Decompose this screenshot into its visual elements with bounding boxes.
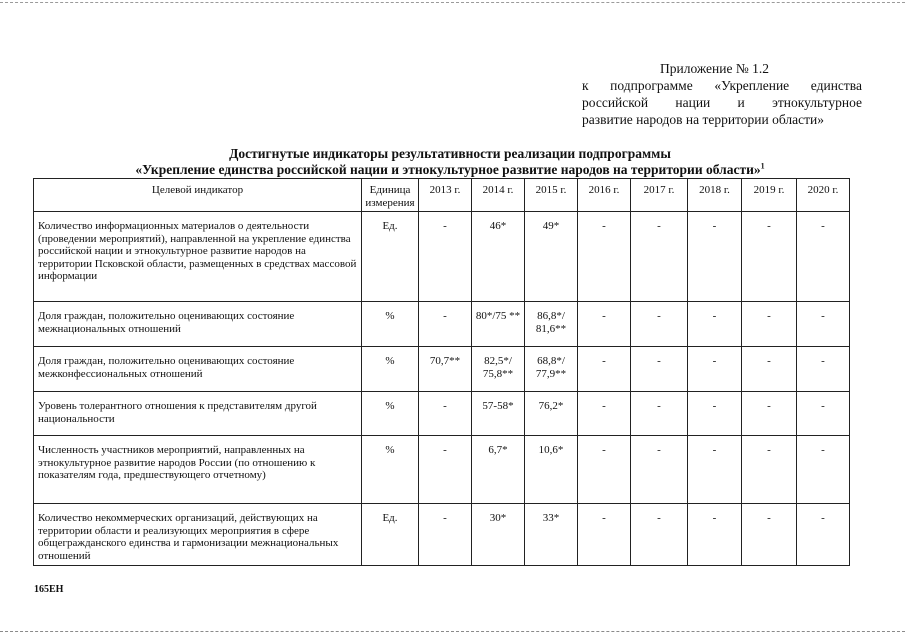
indicator-name: Численность участников мероприятий, направленных на этнокультурное развитие народов России (по отношению к показателям года, предшествующего отчетному) [34,436,362,504]
value-cell: - [631,302,688,347]
column-header: 2019 г. [742,179,797,212]
value-cell: - [742,392,797,436]
value-cell: - [578,504,631,566]
value-cell: - [742,436,797,504]
indicator-name: Уровень толерантного отношения к представителям другой национальности [34,392,362,436]
table-row [34,212,850,302]
unit-cell: % [362,347,419,392]
column-header: Целевой индикатор [34,179,362,212]
value-cell: - [578,212,631,302]
value-cell: 76,2* [525,392,578,436]
value-cell: - [688,436,742,504]
value-cell: 6,7* [472,436,525,504]
appendix-line: развитие народов на территории области» [582,112,824,127]
value-cell: - [419,504,472,566]
value-cell: - [631,392,688,436]
appendix-line: к подпрограмме «Укрепление единства [582,78,862,93]
value-cell: - [578,347,631,392]
value-cell: - [797,212,850,302]
column-header: 2015 г. [525,179,578,212]
unit-cell: % [362,436,419,504]
value-cell: - [419,436,472,504]
value-cell: - [419,392,472,436]
value-cell: - [797,302,850,347]
indicator-name: Количество некоммерческих организаций, действующих на территории области и реализующих мероприятия в сфере общегражданского единства и гармонизации межнациональных отношений [34,504,362,566]
value-cell: 80*/75 ** [472,302,525,347]
value-cell: - [742,302,797,347]
value-cell: 46* [472,212,525,302]
value-cell: 82,5*/ 75,8** [472,347,525,392]
indicator-name: Доля граждан, положительно оценивающих состояние межконфессиональных отношений [34,347,362,392]
indicators-table [33,178,850,566]
column-header: 2017 г. [631,179,688,212]
value-cell: - [688,212,742,302]
table-row [34,347,850,392]
value-cell: - [578,436,631,504]
value-cell: 30* [472,504,525,566]
value-cell: - [797,504,850,566]
footnote-mark: 1 [760,161,765,171]
value-cell: - [631,504,688,566]
table-row [34,302,850,347]
title-line-2 [40,162,860,178]
value-cell: - [742,347,797,392]
value-cell: - [797,347,850,392]
table-row [34,436,850,504]
value-cell: 49* [525,212,578,302]
appendix-number: Приложение № 1.2 [660,61,769,76]
value-cell: - [631,212,688,302]
unit-cell: Ед. [362,212,419,302]
value-cell: - [578,302,631,347]
value-cell: - [797,392,850,436]
table-row [34,504,850,566]
column-header: 2016 г. [578,179,631,212]
title-line-1: Достигнутые индикаторы результативности реализации подпрограммы [229,146,671,161]
table-header-row [34,179,850,212]
table-row [34,392,850,436]
value-cell: - [688,392,742,436]
value-cell: - [742,504,797,566]
scan-edge-top [0,2,905,3]
value-cell: - [419,212,472,302]
value-cell: - [688,347,742,392]
column-header: 2018 г. [688,179,742,212]
value-cell: - [419,302,472,347]
value-cell: - [631,436,688,504]
footer-code: 165ЕН [34,584,64,595]
value-cell: 86,8*/ 81,6** [525,302,578,347]
value-cell: - [742,212,797,302]
scan-edge-bottom [0,631,905,632]
indicator-name: Доля граждан, положительно оценивающих состояние межнациональных отношений [34,302,362,347]
title-line-2-text: «Укрепление единства российской нации и этнокультурное развитие народов на территории области» [135,162,761,177]
value-cell: - [797,436,850,504]
column-header: 2014 г. [472,179,525,212]
value-cell: 70,7** [419,347,472,392]
value-cell: - [688,504,742,566]
value-cell: 68,8*/ 77,9** [525,347,578,392]
value-cell: 57-58* [472,392,525,436]
appendix-line: российской нации и этнокультурное [582,95,862,110]
value-cell: - [578,392,631,436]
unit-cell: % [362,392,419,436]
column-header: Единица измерения [362,179,419,212]
appendix-block [582,60,862,128]
column-header: 2020 г. [797,179,850,212]
document-title [40,146,860,178]
column-header: 2013 г. [419,179,472,212]
value-cell: - [631,347,688,392]
indicator-name: Количество информационных материалов о деятельности (проведении мероприятий), направленной на укрепление единства российской нации и этнокультурное развитие народов на территории Псковской области, размещенных в средствах массовой информации [34,212,362,302]
unit-cell: % [362,302,419,347]
unit-cell: Ед. [362,504,419,566]
value-cell: 10,6* [525,436,578,504]
value-cell: 33* [525,504,578,566]
value-cell: - [688,302,742,347]
